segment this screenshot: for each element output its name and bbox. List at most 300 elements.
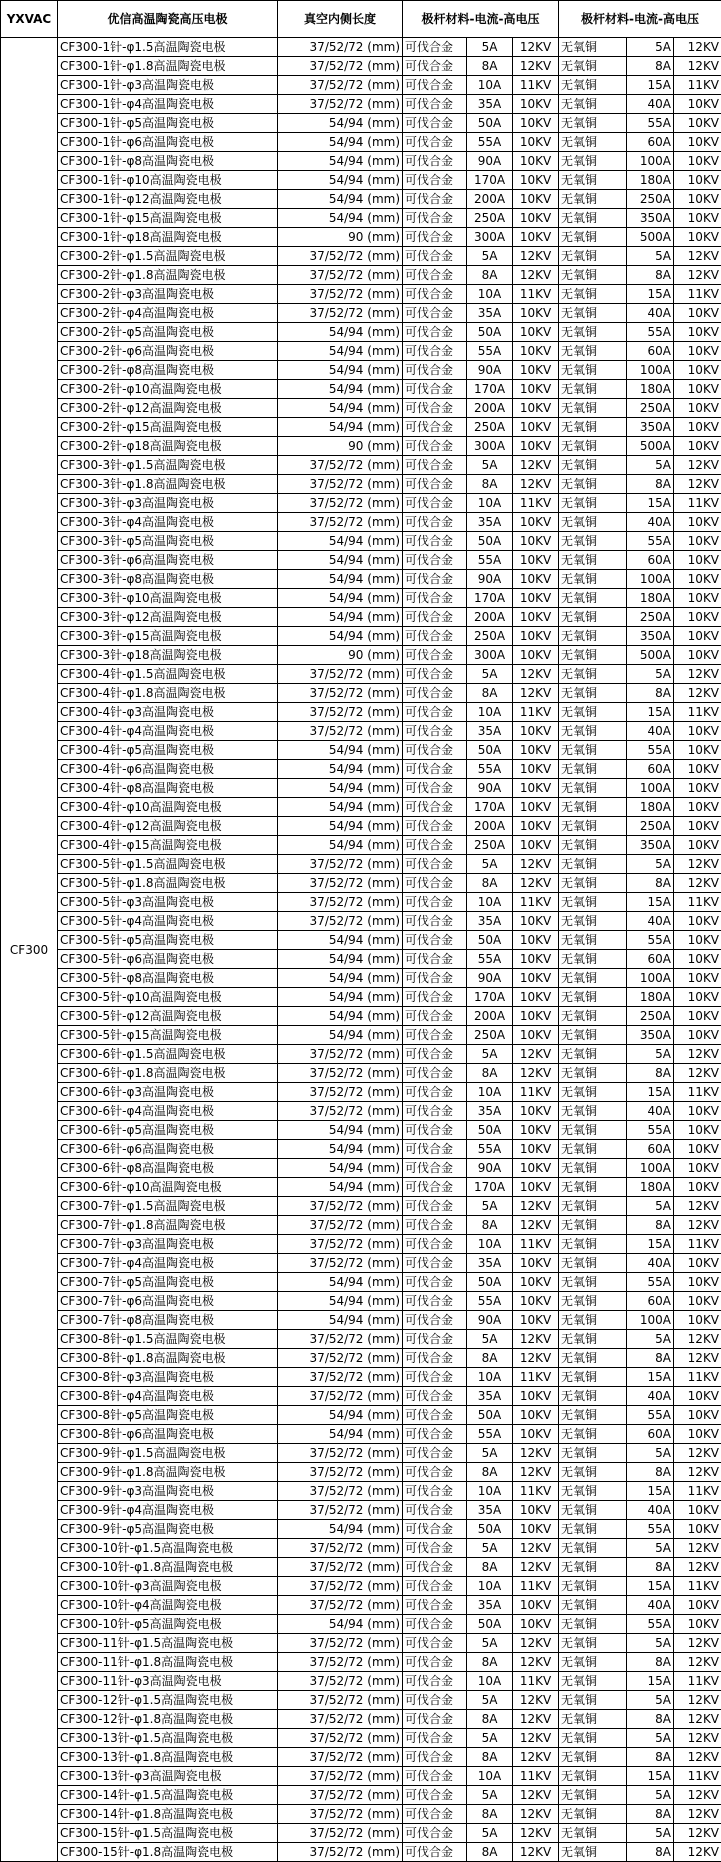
electrode-name-cell: CF300-2针-φ6高温陶瓷电极 (58, 342, 278, 361)
table-row (1, 475, 721, 494)
copper-material-cell: 无氧铜 (559, 893, 627, 912)
vacuum-length-cell: 54/94 (mm) (278, 418, 403, 437)
alloy-material-cell: 可伐合金 (403, 304, 467, 323)
alloy-material-cell: 可伐合金 (403, 342, 467, 361)
alloy-voltage-cell: 10KV (513, 342, 559, 361)
electrode-name-cell: CF300-9针-φ1.8高温陶瓷电极 (58, 1463, 278, 1482)
electrode-name-cell: CF300-1针-φ8高温陶瓷电极 (58, 152, 278, 171)
alloy-material-cell: 可伐合金 (403, 266, 467, 285)
table-row (1, 817, 721, 836)
alloy-current-cell: 90A (467, 570, 513, 589)
alloy-material-cell: 可伐合金 (403, 152, 467, 171)
vacuum-length-cell: 54/94 (mm) (278, 1178, 403, 1197)
copper-current-cell: 40A (627, 513, 674, 532)
alloy-voltage-cell: 10KV (513, 114, 559, 133)
copper-current-cell: 180A (627, 798, 674, 817)
electrode-name-cell: CF300-5针-φ10高温陶瓷电极 (58, 988, 278, 1007)
alloy-material-cell: 可伐合金 (403, 874, 467, 893)
electrode-name-cell: CF300-5针-φ15高温陶瓷电极 (58, 1026, 278, 1045)
copper-current-cell: 8A (627, 1748, 674, 1767)
alloy-voltage-cell: 11KV (513, 893, 559, 912)
copper-current-cell: 100A (627, 570, 674, 589)
table-row (1, 1140, 721, 1159)
vacuum-length-cell: 37/52/72 (mm) (278, 1501, 403, 1520)
copper-voltage-cell: 12KV (674, 1539, 721, 1558)
copper-voltage-cell: 10KV (674, 608, 721, 627)
copper-current-cell: 40A (627, 95, 674, 114)
electrode-name-cell: CF300-2针-φ4高温陶瓷电极 (58, 304, 278, 323)
copper-voltage-cell: 10KV (674, 1178, 721, 1197)
alloy-voltage-cell: 10KV (513, 418, 559, 437)
copper-material-cell: 无氧铜 (559, 1729, 627, 1748)
copper-material-cell: 无氧铜 (559, 114, 627, 133)
copper-current-cell: 55A (627, 323, 674, 342)
electrode-name-cell: CF300-6针-φ5高温陶瓷电极 (58, 1121, 278, 1140)
copper-current-cell: 180A (627, 171, 674, 190)
vacuum-length-cell: 37/52/72 (mm) (278, 684, 403, 703)
alloy-current-cell: 200A (467, 608, 513, 627)
vacuum-length-cell: 54/94 (mm) (278, 1026, 403, 1045)
copper-current-cell: 60A (627, 551, 674, 570)
electrode-name-cell: CF300-8针-φ1.5高温陶瓷电极 (58, 1330, 278, 1349)
electrode-name-cell: CF300-8针-φ5高温陶瓷电极 (58, 1406, 278, 1425)
alloy-material-cell: 可伐合金 (403, 798, 467, 817)
table-row (1, 1444, 721, 1463)
copper-material-cell: 无氧铜 (559, 342, 627, 361)
alloy-current-cell: 90A (467, 969, 513, 988)
alloy-current-cell: 50A (467, 1406, 513, 1425)
copper-voltage-cell: 10KV (674, 779, 721, 798)
alloy-voltage-cell: 10KV (513, 209, 559, 228)
electrode-name-cell: CF300-8针-φ6高温陶瓷电极 (58, 1425, 278, 1444)
alloy-current-cell: 50A (467, 114, 513, 133)
vacuum-length-cell: 37/52/72 (mm) (278, 1330, 403, 1349)
vacuum-length-cell: 37/52/72 (mm) (278, 1824, 403, 1843)
alloy-material-cell: 可伐合金 (403, 1216, 467, 1235)
copper-voltage-cell: 10KV (674, 437, 721, 456)
table-row (1, 1596, 721, 1615)
alloy-voltage-cell: 10KV (513, 950, 559, 969)
copper-voltage-cell: 12KV (674, 1634, 721, 1653)
copper-material-cell: 无氧铜 (559, 1102, 627, 1121)
alloy-material-cell: 可伐合金 (403, 1672, 467, 1691)
copper-voltage-cell: 10KV (674, 532, 721, 551)
alloy-voltage-cell: 10KV (513, 551, 559, 570)
copper-material-cell: 无氧铜 (559, 627, 627, 646)
electrode-name-cell: CF300-1针-φ5高温陶瓷电极 (58, 114, 278, 133)
alloy-material-cell: 可伐合金 (403, 1311, 467, 1330)
vacuum-length-cell: 37/52/72 (mm) (278, 1463, 403, 1482)
electrode-name-cell: CF300-1针-φ6高温陶瓷电极 (58, 133, 278, 152)
copper-current-cell: 15A (627, 1577, 674, 1596)
electrode-name-cell: CF300-1针-φ3高温陶瓷电极 (58, 76, 278, 95)
alloy-current-cell: 55A (467, 1425, 513, 1444)
alloy-current-cell: 8A (467, 1558, 513, 1577)
alloy-voltage-cell: 10KV (513, 133, 559, 152)
copper-material-cell: 无氧铜 (559, 1197, 627, 1216)
alloy-current-cell: 200A (467, 190, 513, 209)
alloy-current-cell: 55A (467, 1140, 513, 1159)
table-row (1, 988, 721, 1007)
copper-voltage-cell: 10KV (674, 1425, 721, 1444)
vacuum-length-cell: 54/94 (mm) (278, 1140, 403, 1159)
alloy-voltage-cell: 12KV (513, 1045, 559, 1064)
table-row (1, 456, 721, 475)
copper-current-cell: 40A (627, 304, 674, 323)
copper-material-cell: 无氧铜 (559, 1159, 627, 1178)
alloy-current-cell: 55A (467, 1292, 513, 1311)
copper-voltage-cell: 12KV (674, 247, 721, 266)
vacuum-length-cell: 37/52/72 (mm) (278, 1235, 403, 1254)
table-row (1, 798, 721, 817)
vacuum-length-cell: 54/94 (mm) (278, 589, 403, 608)
alloy-current-cell: 5A (467, 665, 513, 684)
vacuum-length-cell: 37/52/72 (mm) (278, 247, 403, 266)
copper-current-cell: 8A (627, 475, 674, 494)
electrode-name-cell: CF300-6针-φ3高温陶瓷电极 (58, 1083, 278, 1102)
electrode-name-cell: CF300-10针-φ5高温陶瓷电极 (58, 1615, 278, 1634)
table-row (1, 1292, 721, 1311)
copper-current-cell: 8A (627, 1463, 674, 1482)
table-row (1, 836, 721, 855)
alloy-voltage-cell: 10KV (513, 1387, 559, 1406)
table-row (1, 570, 721, 589)
table-row (1, 1045, 721, 1064)
electrode-name-cell: CF300-2针-φ1.5高温陶瓷电极 (58, 247, 278, 266)
alloy-current-cell: 5A (467, 1729, 513, 1748)
alloy-current-cell: 200A (467, 1007, 513, 1026)
vacuum-length-cell: 54/94 (mm) (278, 1121, 403, 1140)
table-row (1, 1387, 721, 1406)
alloy-material-cell: 可伐合金 (403, 494, 467, 513)
alloy-voltage-cell: 10KV (513, 1615, 559, 1634)
table-row (1, 1482, 721, 1501)
table-row (1, 152, 721, 171)
alloy-material-cell: 可伐合金 (403, 1444, 467, 1463)
vacuum-length-cell: 37/52/72 (mm) (278, 874, 403, 893)
alloy-voltage-cell: 12KV (513, 475, 559, 494)
alloy-current-cell: 10A (467, 1482, 513, 1501)
vacuum-length-cell: 37/52/72 (mm) (278, 1767, 403, 1786)
copper-voltage-cell: 10KV (674, 133, 721, 152)
copper-current-cell: 250A (627, 399, 674, 418)
copper-material-cell: 无氧铜 (559, 247, 627, 266)
alloy-current-cell: 50A (467, 1615, 513, 1634)
copper-current-cell: 55A (627, 741, 674, 760)
table-row (1, 1748, 721, 1767)
copper-material-cell: 无氧铜 (559, 646, 627, 665)
copper-voltage-cell: 10KV (674, 1121, 721, 1140)
electrode-name-cell: CF300-7针-φ6高温陶瓷电极 (58, 1292, 278, 1311)
copper-material-cell: 无氧铜 (559, 475, 627, 494)
alloy-voltage-cell: 10KV (513, 1273, 559, 1292)
table-row (1, 171, 721, 190)
copper-material-cell: 无氧铜 (559, 57, 627, 76)
alloy-voltage-cell: 10KV (513, 722, 559, 741)
table-row (1, 1254, 721, 1273)
copper-voltage-cell: 11KV (674, 1083, 721, 1102)
copper-current-cell: 180A (627, 380, 674, 399)
copper-voltage-cell: 10KV (674, 380, 721, 399)
alloy-material-cell: 可伐合金 (403, 969, 467, 988)
copper-current-cell: 60A (627, 760, 674, 779)
electrode-name-cell: CF300-2针-φ8高温陶瓷电极 (58, 361, 278, 380)
electrode-name-cell: CF300-4针-φ1.8高温陶瓷电极 (58, 684, 278, 703)
alloy-current-cell: 10A (467, 1235, 513, 1254)
electrode-name-cell: CF300-3针-φ12高温陶瓷电极 (58, 608, 278, 627)
vacuum-length-cell: 54/94 (mm) (278, 988, 403, 1007)
copper-material-cell: 无氧铜 (559, 570, 627, 589)
copper-voltage-cell: 10KV (674, 1311, 721, 1330)
electrode-name-cell: CF300-3针-φ5高温陶瓷电极 (58, 532, 278, 551)
copper-voltage-cell: 11KV (674, 893, 721, 912)
alloy-current-cell: 8A (467, 1653, 513, 1672)
table-row (1, 1691, 721, 1710)
alloy-voltage-cell: 11KV (513, 76, 559, 95)
copper-current-cell: 500A (627, 646, 674, 665)
electrode-name-cell: CF300-5针-φ3高温陶瓷电极 (58, 893, 278, 912)
alloy-voltage-cell: 10KV (513, 817, 559, 836)
copper-material-cell: 无氧铜 (559, 1786, 627, 1805)
vacuum-length-cell: 90 (mm) (278, 228, 403, 247)
alloy-material-cell: 可伐合金 (403, 1482, 467, 1501)
table-row (1, 266, 721, 285)
electrode-name-cell: CF300-4针-φ4高温陶瓷电极 (58, 722, 278, 741)
alloy-voltage-cell: 10KV (513, 228, 559, 247)
electrode-name-cell: CF300-1针-φ15高温陶瓷电极 (58, 209, 278, 228)
alloy-material-cell: 可伐合金 (403, 1349, 467, 1368)
alloy-current-cell: 170A (467, 1178, 513, 1197)
copper-voltage-cell: 12KV (674, 1216, 721, 1235)
alloy-voltage-cell: 12KV (513, 1558, 559, 1577)
copper-voltage-cell: 10KV (674, 209, 721, 228)
vacuum-length-cell: 54/94 (mm) (278, 399, 403, 418)
copper-material-cell: 无氧铜 (559, 1501, 627, 1520)
electrode-name-cell: CF300-7针-φ8高温陶瓷电极 (58, 1311, 278, 1330)
alloy-current-cell: 250A (467, 209, 513, 228)
alloy-current-cell: 8A (467, 684, 513, 703)
copper-current-cell: 5A (627, 665, 674, 684)
copper-voltage-cell: 10KV (674, 1273, 721, 1292)
alloy-material-cell: 可伐合金 (403, 1083, 467, 1102)
vacuum-length-cell: 54/94 (mm) (278, 1520, 403, 1539)
table-row (1, 1710, 721, 1729)
vacuum-length-cell: 54/94 (mm) (278, 1159, 403, 1178)
vacuum-length-cell: 37/52/72 (mm) (278, 1729, 403, 1748)
copper-voltage-cell: 10KV (674, 1615, 721, 1634)
alloy-material-cell: 可伐合金 (403, 133, 467, 152)
copper-current-cell: 350A (627, 209, 674, 228)
table-row (1, 1083, 721, 1102)
copper-voltage-cell: 10KV (674, 969, 721, 988)
copper-current-cell: 5A (627, 1444, 674, 1463)
electrode-name-cell: CF300-1针-φ10高温陶瓷电极 (58, 171, 278, 190)
copper-voltage-cell: 10KV (674, 1026, 721, 1045)
alloy-material-cell: 可伐合金 (403, 1691, 467, 1710)
alloy-current-cell: 35A (467, 1596, 513, 1615)
alloy-current-cell: 5A (467, 1539, 513, 1558)
vacuum-length-cell: 37/52/72 (mm) (278, 76, 403, 95)
vacuum-length-cell: 90 (mm) (278, 437, 403, 456)
table-row (1, 418, 721, 437)
copper-current-cell: 5A (627, 1729, 674, 1748)
copper-material-cell: 无氧铜 (559, 1482, 627, 1501)
alloy-voltage-cell: 11KV (513, 285, 559, 304)
copper-current-cell: 15A (627, 285, 674, 304)
electrode-name-cell: CF300-4针-φ15高温陶瓷电极 (58, 836, 278, 855)
alloy-current-cell: 300A (467, 646, 513, 665)
vacuum-length-cell: 54/94 (mm) (278, 190, 403, 209)
copper-material-cell: 无氧铜 (559, 1349, 627, 1368)
table-row (1, 1159, 721, 1178)
alloy-material-cell: 可伐合金 (403, 1463, 467, 1482)
copper-material-cell: 无氧铜 (559, 1368, 627, 1387)
alloy-voltage-cell: 10KV (513, 646, 559, 665)
copper-material-cell: 无氧铜 (559, 304, 627, 323)
alloy-header: 极杆材料-电流-高电压 (403, 1, 559, 38)
alloy-voltage-cell: 10KV (513, 931, 559, 950)
copper-voltage-cell: 12KV (674, 38, 721, 57)
alloy-current-cell: 10A (467, 1672, 513, 1691)
copper-current-cell: 40A (627, 912, 674, 931)
copper-current-cell: 55A (627, 1520, 674, 1539)
copper-current-cell: 5A (627, 1691, 674, 1710)
vacuum-length-cell: 54/94 (mm) (278, 608, 403, 627)
table-row (1, 228, 721, 247)
table-row (1, 1273, 721, 1292)
vacuum-length-cell: 37/52/72 (mm) (278, 855, 403, 874)
alloy-current-cell: 5A (467, 1197, 513, 1216)
copper-material-cell: 无氧铜 (559, 1292, 627, 1311)
alloy-material-cell: 可伐合金 (403, 1843, 467, 1862)
electrode-name-cell: CF300-4针-φ10高温陶瓷电极 (58, 798, 278, 817)
vacuum-length-cell: 54/94 (mm) (278, 1425, 403, 1444)
copper-current-cell: 15A (627, 703, 674, 722)
alloy-voltage-cell: 10KV (513, 969, 559, 988)
copper-material-cell: 无氧铜 (559, 1273, 627, 1292)
alloy-material-cell: 可伐合金 (403, 1425, 467, 1444)
electrode-name-cell: CF300-14针-φ1.8高温陶瓷电极 (58, 1805, 278, 1824)
copper-material-cell: 无氧铜 (559, 1330, 627, 1349)
copper-material-cell: 无氧铜 (559, 817, 627, 836)
copper-material-cell: 无氧铜 (559, 551, 627, 570)
copper-material-cell: 无氧铜 (559, 988, 627, 1007)
copper-material-cell: 无氧铜 (559, 1121, 627, 1140)
alloy-voltage-cell: 12KV (513, 1786, 559, 1805)
alloy-voltage-cell: 10KV (513, 741, 559, 760)
alloy-material-cell: 可伐合金 (403, 437, 467, 456)
copper-voltage-cell: 12KV (674, 1064, 721, 1083)
alloy-material-cell: 可伐合金 (403, 570, 467, 589)
copper-material-cell: 无氧铜 (559, 1634, 627, 1653)
copper-material-cell: 无氧铜 (559, 532, 627, 551)
copper-current-cell: 100A (627, 779, 674, 798)
alloy-material-cell: 可伐合金 (403, 1368, 467, 1387)
alloy-current-cell: 8A (467, 1463, 513, 1482)
alloy-voltage-cell: 10KV (513, 380, 559, 399)
copper-voltage-cell: 10KV (674, 323, 721, 342)
copper-material-cell: 无氧铜 (559, 95, 627, 114)
copper-current-cell: 15A (627, 1368, 674, 1387)
table-row (1, 1311, 721, 1330)
alloy-material-cell: 可伐合金 (403, 893, 467, 912)
copper-current-cell: 55A (627, 532, 674, 551)
table-row (1, 1729, 721, 1748)
table-row (1, 1786, 721, 1805)
electrode-name-cell: CF300-6针-φ10高温陶瓷电极 (58, 1178, 278, 1197)
table-row (1, 133, 721, 152)
alloy-current-cell: 35A (467, 95, 513, 114)
copper-material-cell: 无氧铜 (559, 209, 627, 228)
vacuum-length-cell: 37/52/72 (mm) (278, 1558, 403, 1577)
alloy-material-cell: 可伐合金 (403, 1007, 467, 1026)
alloy-material-cell: 可伐合金 (403, 1653, 467, 1672)
copper-current-cell: 500A (627, 228, 674, 247)
alloy-voltage-cell: 10KV (513, 1159, 559, 1178)
copper-voltage-cell: 10KV (674, 1254, 721, 1273)
copper-voltage-cell: 10KV (674, 627, 721, 646)
header-row (1, 1, 721, 38)
alloy-voltage-cell: 11KV (513, 1235, 559, 1254)
alloy-voltage-cell: 12KV (513, 1330, 559, 1349)
alloy-voltage-cell: 12KV (513, 1843, 559, 1862)
copper-voltage-cell: 10KV (674, 1501, 721, 1520)
electrode-name-cell: CF300-5针-φ12高温陶瓷电极 (58, 1007, 278, 1026)
copper-material-cell: 无氧铜 (559, 798, 627, 817)
electrode-name-cell: CF300-9针-φ4高温陶瓷电极 (58, 1501, 278, 1520)
copper-voltage-cell: 11KV (674, 703, 721, 722)
copper-current-cell: 250A (627, 1007, 674, 1026)
copper-current-cell: 350A (627, 836, 674, 855)
electrode-name-cell: CF300-3针-φ15高温陶瓷电极 (58, 627, 278, 646)
table-row (1, 1178, 721, 1197)
alloy-current-cell: 5A (467, 1045, 513, 1064)
copper-voltage-cell: 10KV (674, 646, 721, 665)
alloy-voltage-cell: 12KV (513, 1444, 559, 1463)
alloy-current-cell: 90A (467, 361, 513, 380)
alloy-voltage-cell: 12KV (513, 1653, 559, 1672)
alloy-material-cell: 可伐合金 (403, 247, 467, 266)
copper-material-cell: 无氧铜 (559, 855, 627, 874)
alloy-current-cell: 8A (467, 1843, 513, 1862)
alloy-material-cell: 可伐合金 (403, 361, 467, 380)
alloy-current-cell: 170A (467, 798, 513, 817)
alloy-current-cell: 35A (467, 912, 513, 931)
table-row (1, 76, 721, 95)
alloy-voltage-cell: 10KV (513, 171, 559, 190)
table-row (1, 665, 721, 684)
electrode-name-cell: CF300-10针-φ3高温陶瓷电极 (58, 1577, 278, 1596)
alloy-material-cell: 可伐合金 (403, 323, 467, 342)
copper-current-cell: 350A (627, 627, 674, 646)
copper-material-cell: 无氧铜 (559, 1824, 627, 1843)
electrode-name-cell: CF300-9针-φ1.5高温陶瓷电极 (58, 1444, 278, 1463)
copper-voltage-cell: 12KV (674, 1786, 721, 1805)
table-row (1, 646, 721, 665)
vacuum-length-cell: 37/52/72 (mm) (278, 893, 403, 912)
alloy-material-cell: 可伐合金 (403, 1159, 467, 1178)
copper-voltage-cell: 10KV (674, 152, 721, 171)
electrode-name-cell: CF300-11针-φ3高温陶瓷电极 (58, 1672, 278, 1691)
electrode-name-cell: CF300-7针-φ3高温陶瓷电极 (58, 1235, 278, 1254)
electrode-name-cell: CF300-8针-φ3高温陶瓷电极 (58, 1368, 278, 1387)
alloy-voltage-cell: 12KV (513, 456, 559, 475)
electrode-name-cell: CF300-8针-φ4高温陶瓷电极 (58, 1387, 278, 1406)
copper-material-cell: 无氧铜 (559, 1216, 627, 1235)
vacuum-length-cell: 37/52/72 (mm) (278, 1577, 403, 1596)
copper-material-cell: 无氧铜 (559, 703, 627, 722)
electrode-name-cell: CF300-5针-φ1.5高温陶瓷电极 (58, 855, 278, 874)
